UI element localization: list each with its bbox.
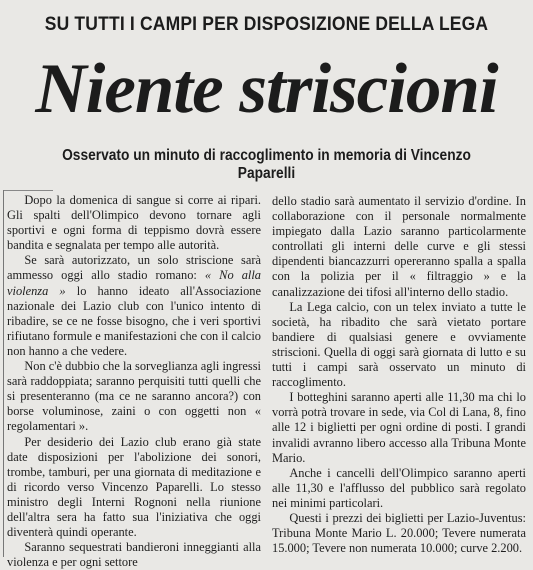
subheadline: Osservato un minuto di raccoglimento in memoria di Vincenzo Paparelli xyxy=(62,147,471,182)
paragraph: Questi i prezzi dei biglietti per Lazio-Juventus: Tribuna Monte Mario L. 20.000; Tevere numerata 15.000; Tevere non numerata 10.000; curve 2.200. xyxy=(272,510,526,556)
paragraph: Per desiderio dei Lazio club erano già state date disposizioni per l'abolizione dei sonori, trombe, tamburi, per una giornata di meditazione e di ricordo verso Vincenzo Paparelli. Lo stesso ministro degli Interni Rognoni nella riunione dell'altra sera ha fatto sua l'iniziativa che oggi diventerà quindi operante. xyxy=(7,434,261,540)
paragraph: I botteghini saranno aperti alle 11,30 ma chi lo vorrà potrà trovare in sede, via Col di Lana, 8, fino alle 12 i biglietti per ogni ordine di posti. I grandi invalidi avranno libero accesso alla Tribuna Monte Mario. xyxy=(272,390,526,465)
paragraph: Dopo la domenica di sangue si corre ai ripari. Gli spalti dell'Olimpico devono tornare agli sportivi e ogni forma di teppismo dovrà essere bandita e segnalata per tempo alle autorità. xyxy=(7,193,261,253)
banner-quote: « No alla violenza » xyxy=(7,268,261,298)
paragraph xyxy=(7,253,261,359)
kicker-heading: SU TUTTI I CAMPI PER DISPOSIZIONE DELLA LEGA xyxy=(44,14,489,35)
column-top-rule xyxy=(3,190,53,191)
article-column-1 xyxy=(7,193,261,570)
headline: Niente striscioni xyxy=(35,50,498,128)
paragraph-text: Se sarà autorizzato, un solo striscione sarà ammesso oggi allo stadio romano: xyxy=(7,253,261,283)
paragraph-text: lo hanno ideato all'Associazione nazionale dei Lazio club con l'unico intento di ribadire, se ce ne fosse bisogno, che i veri sportivi rifiutano formule e manifestazioni che con il calcio non hanno a che vedere. xyxy=(7,283,261,358)
paragraph: Saranno sequestrati bandieroni inneggianti alla violenza e per ogni settore xyxy=(7,540,261,570)
article-column-2 xyxy=(272,194,526,558)
paragraph: dello stadio sarà aumentato il servizio d'ordine. In collaborazione con il personale normalmente impiegato dalla Lazio saranno particolarmente controllati gli interni delle curve e gli stessi dipendenti biancazzurri opereranno spalla a spalla con la polizia per il « filtraggio » e la canalizzazione dei tifosi all'interno dello stadio. xyxy=(272,194,526,299)
column-side-rule xyxy=(3,190,4,557)
paragraph: Non c'è dubbio che la sorveglianza agli ingressi sarà raddoppiata; saranno perquisiti tutti quelli che si presenteranno (ma ce ne saranno ancora?) con borse voluminose, zaini o con oggetti non « regolamentari ». xyxy=(7,359,261,434)
paragraph: Anche i cancelli dell'Olimpico saranno aperti alle 11,30 e l'afflusso del pubblico sarà regolato nei minimi particolari. xyxy=(272,465,526,510)
paragraph: La Lega calcio, con un telex inviato a tutte le società, ha ribadito che sarà vietato portare bandiere di qualsiasi genere e ovviamente striscioni. Quella di oggi sarà giornata di lutto e su tutti i campi sarà osservato un minuto di raccoglimento. xyxy=(272,299,526,390)
